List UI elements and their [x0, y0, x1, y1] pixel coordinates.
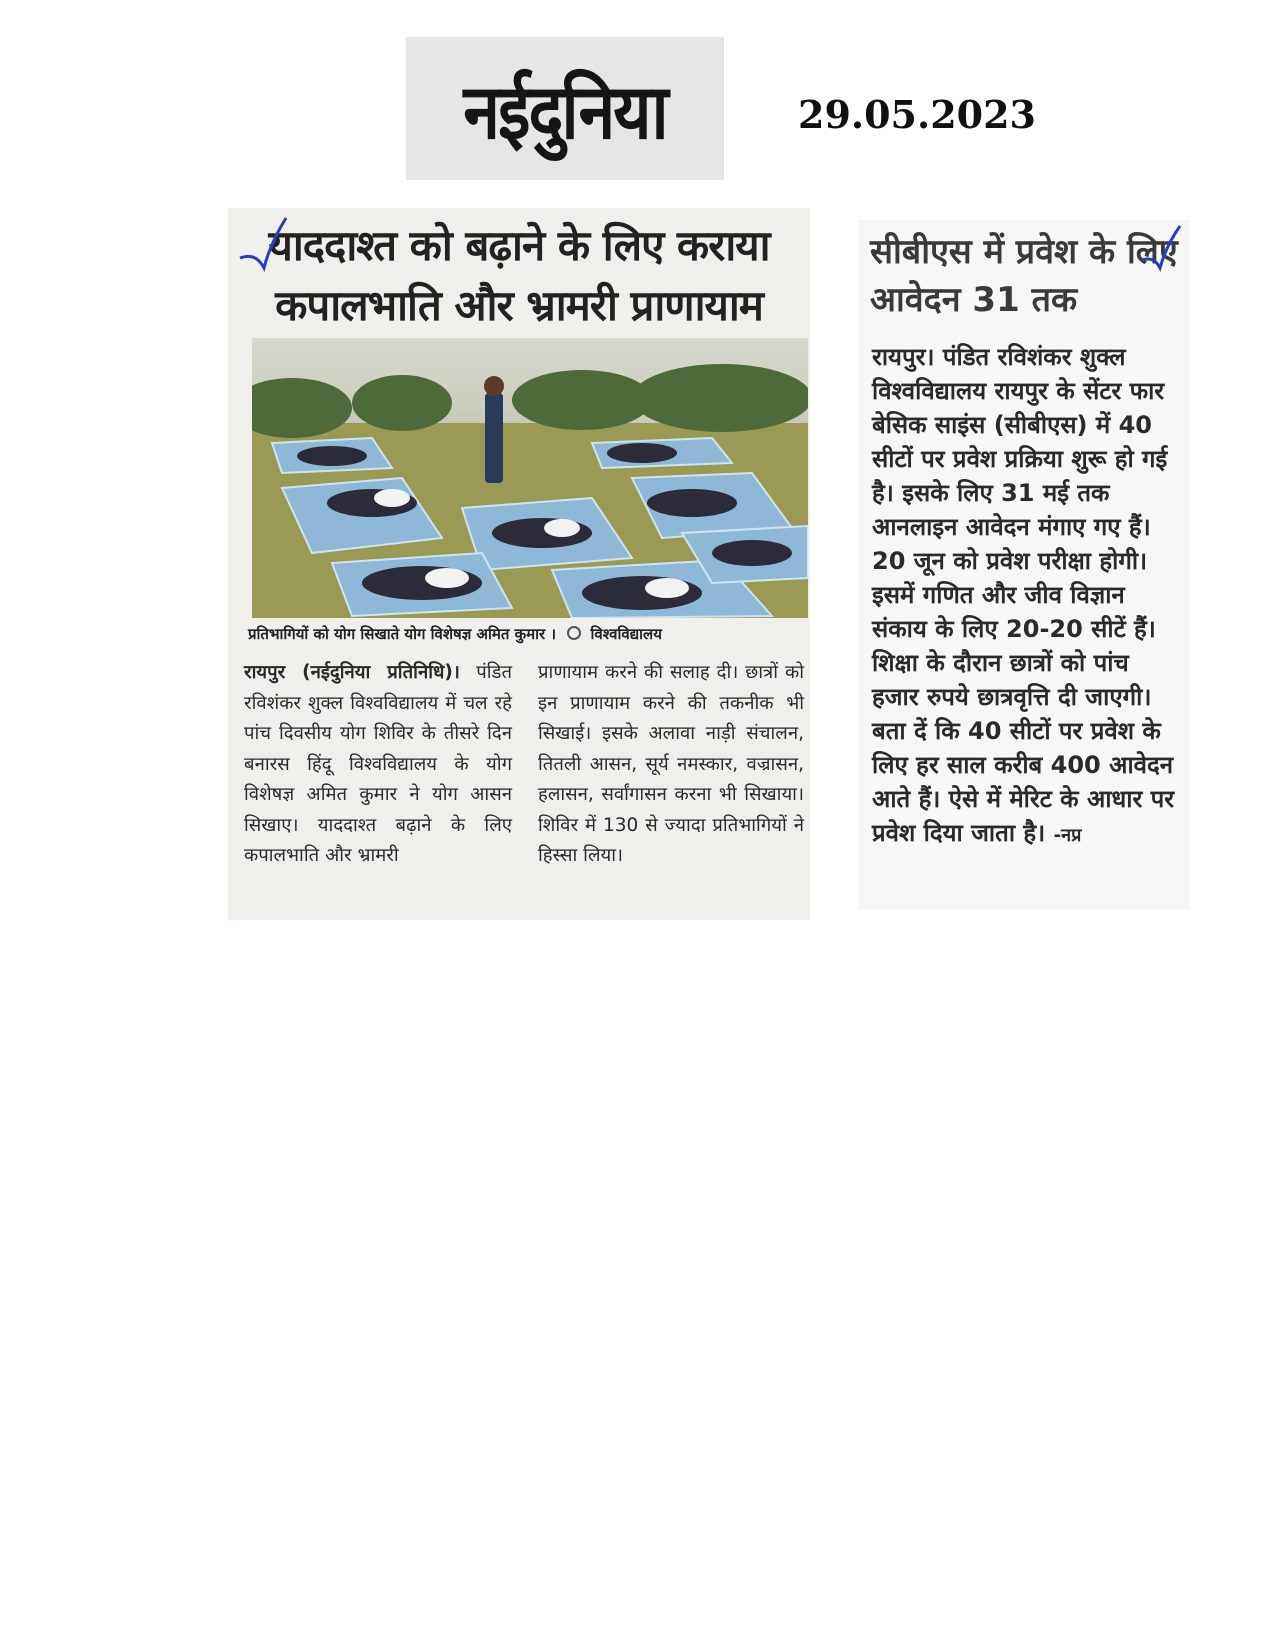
photo-caption	[248, 624, 808, 644]
yoga-article-headline: याददाश्त को बढ़ाने के लिए कराया कपालभाति और भ्रामरी प्राणायाम	[268, 221, 770, 330]
cbs-article-body	[872, 340, 1182, 853]
camera-icon	[567, 626, 581, 640]
masthead-title: नईदुनिया	[463, 67, 667, 156]
yoga-session-photo	[252, 338, 808, 618]
newspaper-masthead	[406, 37, 724, 180]
publication-date: 29.05.2023	[798, 92, 1036, 137]
check-mark-icon	[1138, 224, 1188, 274]
cbs-admission-article	[858, 220, 1190, 910]
article-dateline: रायपुर (नईदुनिया प्रतिनिधि)।	[244, 662, 460, 683]
yoga-article	[228, 208, 810, 920]
photo-credit: विश्वविद्यालय	[590, 625, 662, 643]
cbs-article-dateline: रायपुर।	[872, 343, 935, 371]
article-column-1-text: पंडित रविशंकर शुक्ल विश्वविद्यालय में चल रहे पांच दिवसीय योग शिविर के तीसरे दिन बनारस हिंदू विश्वविद्यालय के योग विशेषज्ञ अमित कुमार ने योग आसन सिखाए। याददाश्त बढ़ाने के लिए कपालभाति और भ्रामरी	[244, 662, 512, 866]
article-column-2	[538, 658, 804, 872]
article-column-2-text: प्राणायाम करने की सलाह दी। छात्रों को इन प्राणायाम करने की तकनीक भी सिखाई। इसके अलावा नाड़ी संचालन, तितली आसन, सूर्य नमस्कार, वज्रासन, हलासन, सर्वांगासन करना भी सिखाया। शिविर में 130 से ज्यादा प्रतिभागियों ने हिस्सा लिया।	[538, 662, 804, 866]
check-mark-icon	[236, 214, 296, 274]
cbs-article-headline: सीबीएस में प्रवेश के लिए आवेदन 31 तक	[870, 232, 1178, 320]
cbs-article-signoff: -नप्र	[1053, 825, 1082, 846]
caption-text: प्रतिभागियों को योग सिखाते योग विशेषज्ञ अमित कुमार ।	[248, 625, 557, 643]
cbs-article-text: पंडित रविशंकर शुक्ल विश्वविद्यालय रायपुर के सेंटर फार बेसिक साइंस (सीबीएस) में 40 सीटों पर प्रवेश प्रक्रिया शुरू हो गई है। इसके लिए 31 मई तक आनलाइन आवेदन मंगाए गए हैं। 20 जून को प्रवेश परीक्षा होगी। इसमें गणित और जीव विज्ञान संकाय के लिए 20-20 सीटें हैं। शिक्षा के दौरान छात्रों को पांच हजार रुपये छात्रवृत्ति दी जाएगी। बता दें कि 40 सीटों पर प्रवेश के लिए हर साल करीब 400 आवेदन आते हैं। ऐसे में मेरिट के आधार पर प्रवेश दिया जाता है।	[872, 343, 1175, 847]
article-column-1	[244, 658, 512, 872]
